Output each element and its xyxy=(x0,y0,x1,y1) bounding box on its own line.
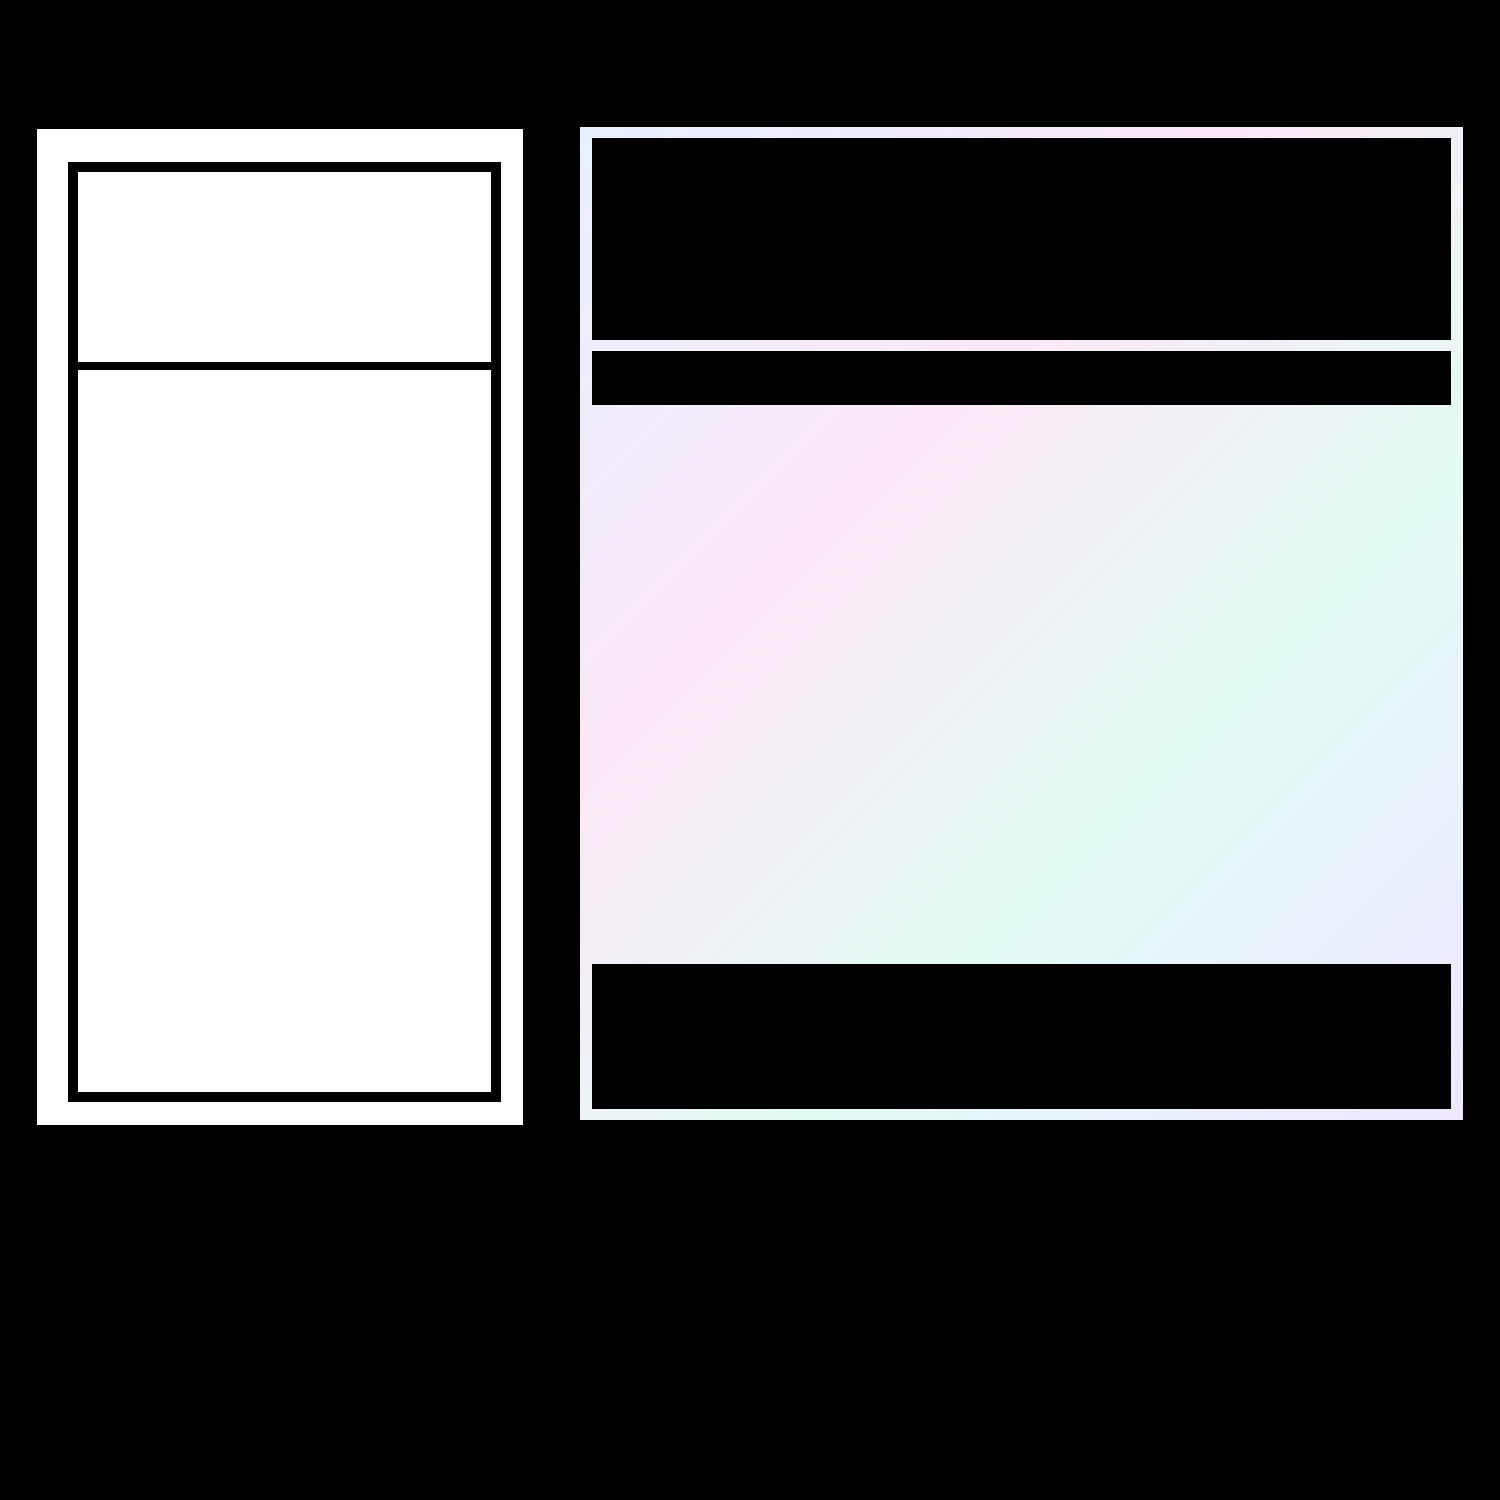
nutrition-facts-card xyxy=(580,127,1463,1120)
nutrition-header xyxy=(592,138,1451,340)
amino-acid-profile-card xyxy=(37,129,523,1125)
nutrition-disclaimer xyxy=(592,964,1451,1109)
amino-acid-table xyxy=(68,162,501,1102)
nutrition-column-headers xyxy=(592,351,1451,405)
amino-title-divider xyxy=(78,362,491,370)
